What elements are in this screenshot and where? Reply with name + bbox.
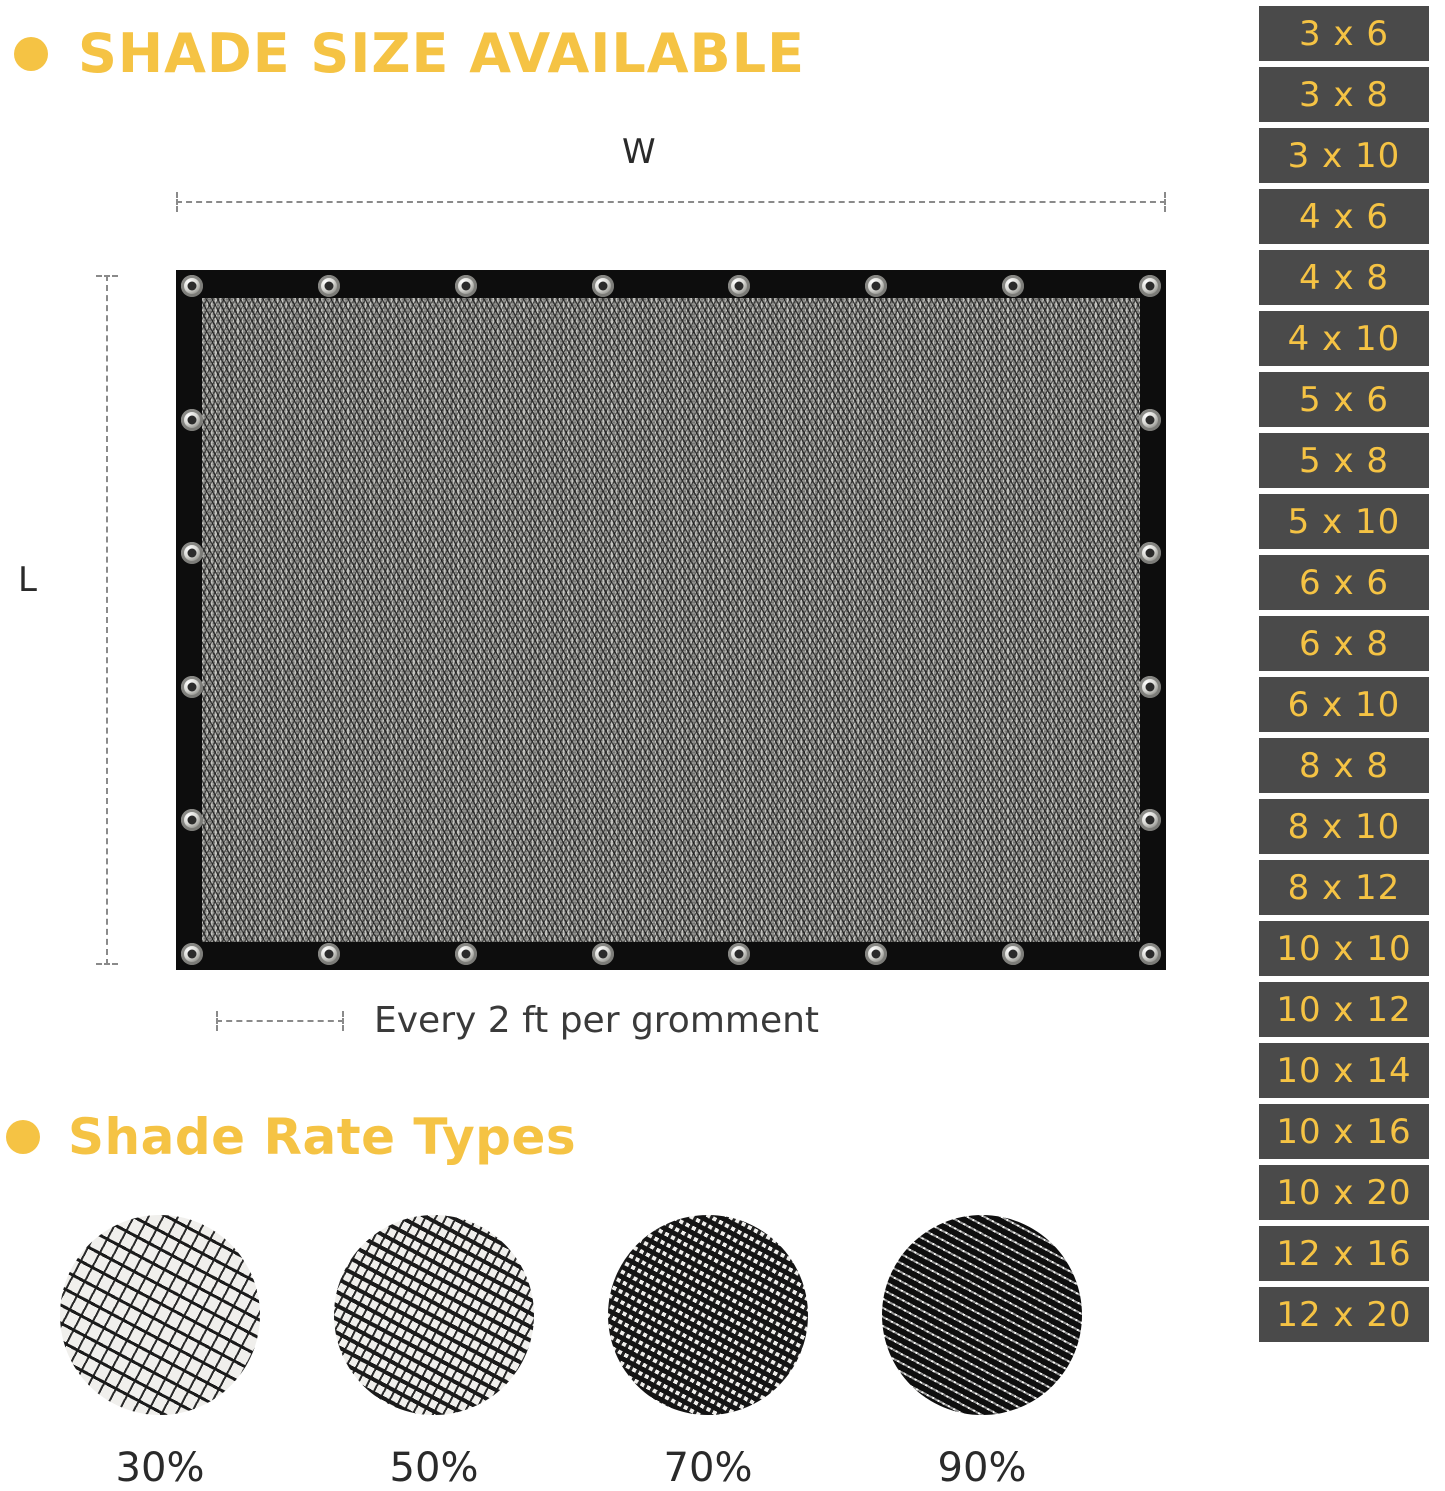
grommet-icon (728, 943, 750, 965)
shade-rate-label: 90% (937, 1445, 1027, 1491)
grommet-icon (181, 542, 203, 564)
grommet-icon (455, 943, 477, 965)
size-chip: 10 x 16 (1259, 1104, 1429, 1159)
mesh-30-icon (60, 1215, 260, 1415)
size-chip: 8 x 12 (1259, 860, 1429, 915)
grommet-spacing-text: Every 2 ft per gromment (374, 1000, 820, 1041)
grommet-icon (181, 409, 203, 431)
grommet-spacing-cap-right (342, 1011, 344, 1031)
size-chip: 6 x 6 (1259, 555, 1429, 610)
size-chip: 10 x 20 (1259, 1165, 1429, 1220)
shade-rate-heading (6, 1108, 576, 1166)
shade-cloth-panel (176, 270, 1166, 970)
grommet-icon (865, 275, 887, 297)
size-chip: 5 x 6 (1259, 372, 1429, 427)
bullet-dot-icon (14, 37, 48, 71)
grommet-spacing-dimension (216, 1011, 344, 1031)
shade-rate-item (608, 1215, 808, 1491)
size-chip: 12 x 16 (1259, 1226, 1429, 1281)
grommet-icon (1002, 275, 1024, 297)
length-dimension-line (96, 275, 118, 965)
size-chip: 8 x 8 (1259, 738, 1429, 793)
grommet-icon (1139, 676, 1161, 698)
grommet-spacing-note (216, 1000, 819, 1041)
grommet-icon (592, 943, 614, 965)
grommet-icon (181, 943, 203, 965)
grommet-icon (728, 275, 750, 297)
size-chip: 12 x 20 (1259, 1287, 1429, 1342)
page-title-text: SHADE SIZE AVAILABLE (78, 22, 806, 85)
grommet-icon (865, 943, 887, 965)
size-chip: 10 x 12 (1259, 982, 1429, 1037)
width-dimension-line (176, 192, 1166, 212)
length-dimension-cap-bottom (96, 963, 118, 965)
size-chip: 10 x 14 (1259, 1043, 1429, 1098)
grommet-icon (1139, 275, 1161, 297)
grommet-icon (318, 943, 340, 965)
shade-rate-swatch-row (60, 1215, 1210, 1491)
shade-rate-label: 70% (663, 1445, 753, 1491)
grommet-icon (1139, 542, 1161, 564)
size-chip: 5 x 8 (1259, 433, 1429, 488)
available-sizes-list (1259, 6, 1429, 1342)
grommet-icon (1139, 809, 1161, 831)
shade-rate-item (60, 1215, 260, 1491)
shade-rate-heading-text: Shade Rate Types (68, 1108, 577, 1166)
size-chip: 10 x 10 (1259, 921, 1429, 976)
size-chip: 6 x 10 (1259, 677, 1429, 732)
grommet-icon (1139, 409, 1161, 431)
mesh-90-icon (882, 1215, 1082, 1415)
shade-rate-item (882, 1215, 1082, 1491)
grommet-icon (318, 275, 340, 297)
grommet-icon (455, 275, 477, 297)
grommet-icon (1139, 943, 1161, 965)
size-chip: 3 x 10 (1259, 128, 1429, 183)
grommet-icon (592, 275, 614, 297)
grommet-icon (181, 809, 203, 831)
size-chip: 4 x 6 (1259, 189, 1429, 244)
mesh-fabric-texture (202, 298, 1140, 942)
size-chip: 3 x 8 (1259, 67, 1429, 122)
width-label: W (622, 132, 656, 172)
size-chip: 3 x 6 (1259, 6, 1429, 61)
shade-rate-label: 50% (389, 1445, 479, 1491)
size-chip: 6 x 8 (1259, 616, 1429, 671)
page-title (14, 22, 805, 85)
grommet-icon (1002, 943, 1024, 965)
width-dimension-cap-right (1164, 192, 1166, 212)
shade-rate-item (334, 1215, 534, 1491)
grommet-icon (181, 676, 203, 698)
size-chip: 8 x 10 (1259, 799, 1429, 854)
shade-rate-label: 30% (115, 1445, 205, 1491)
size-chip: 4 x 10 (1259, 311, 1429, 366)
bullet-dot-icon (6, 1120, 40, 1154)
length-dimension-dash (106, 275, 108, 965)
width-dimension-dash (176, 201, 1166, 203)
shade-dimensions-diagram (0, 120, 1250, 1080)
grommet-spacing-dash (216, 1020, 344, 1022)
mesh-50-icon (334, 1215, 534, 1415)
size-chip: 4 x 8 (1259, 250, 1429, 305)
length-label: L (18, 560, 37, 600)
size-chip: 5 x 10 (1259, 494, 1429, 549)
grommet-icon (181, 275, 203, 297)
mesh-70-icon (608, 1215, 808, 1415)
